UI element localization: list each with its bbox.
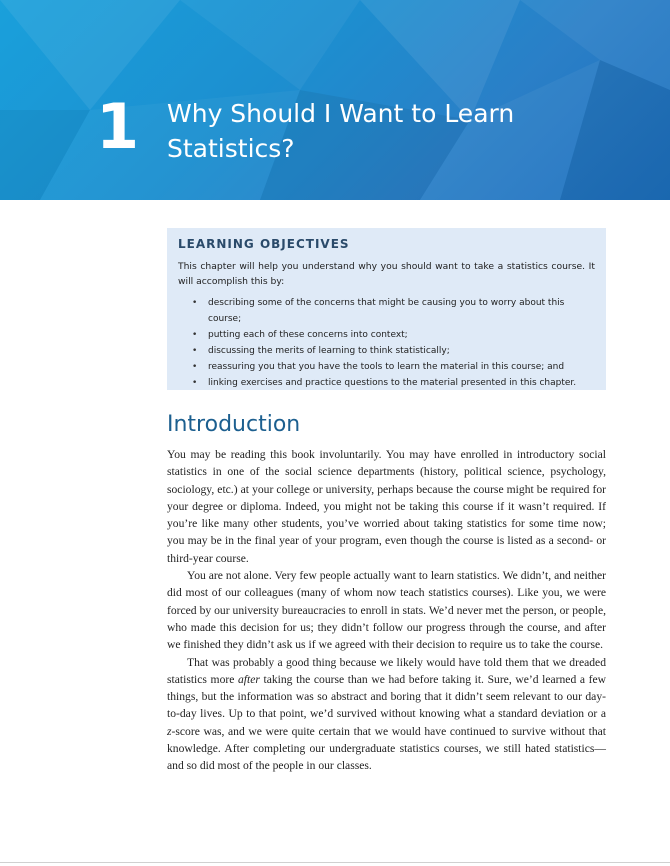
paragraph-1: You may be reading this book involuntarily. You may have enrolled in introductory social statistics in one of the social science departments (history, political science, psychology, sociology, etc.) at your college or university, perhaps because the course might be required for your degree or diploma. Indeed, you might not be taking this course if it wasn’t required. If you’re like many other students, you’ve worried about taking statistics for some time now; you may be in the final year of your program, even though the course is listed as a second- or third-year course.: [167, 448, 606, 565]
paragraph-3-part-a: That was probably a good thing because we likely would have told them that we dreaded statistics more: [167, 655, 606, 686]
objectives-list: [178, 295, 595, 391]
objective-item: • describing some of the concerns that might be causing you to worry about this course;: [178, 295, 595, 327]
chapter-banner: [0, 0, 670, 200]
learning-objectives-box: [167, 228, 606, 390]
introduction-body: [167, 446, 606, 775]
objective-item: • linking exercises and practice questions to the material presented in this chapter.: [178, 375, 595, 391]
chapter-title: Why Should I Want to Learn Statistics?: [167, 99, 515, 163]
page-bottom-rule: [0, 862, 670, 863]
objectives-intro: This chapter will help you understand why you should want to take a statistics course. It will accomplish this by:: [178, 261, 595, 287]
objective-item: • discussing the merits of learning to think statistically;: [178, 343, 595, 359]
paragraph-3-part-b: taking the course than we had before taking it. Sure, we’d learned a few things, but the information was so abstract and boring that it didn’t seem relevant to our day-to-day lives. Up to that point, we’d survived without knowing what a standard deviation or a: [167, 672, 606, 721]
introduction-heading: Introduction: [167, 412, 301, 437]
objectives-heading: LEARNING OBJECTIVES: [178, 237, 350, 251]
chapter-number: 1: [96, 90, 140, 163]
emphasis-z: z: [167, 724, 172, 738]
paragraph-2: You are not alone. Very few people actually want to learn statistics. We didn’t, and neither did most of our colleagues (many of whom now teach statistics courses). Like you, we were forced by our university bureaucracies to enroll in stats. We’d never met the person, or people, who made this decision for us; they didn’t follow our progress through the course, and after we finished they didn’t ask us if we agreed with their decision to require us to take the course.: [167, 569, 606, 652]
objective-item: • reassuring you that you have the tools to learn the material in this course; and: [178, 359, 595, 375]
objective-item: • putting each of these concerns into context;: [178, 327, 595, 343]
paragraph-3-part-c: -score was, and we were quite certain that we would have continued to survive without that knowledge. After completing our undergraduate statistics courses, we still hated statistics—and so did most of the people in our classes.: [167, 724, 606, 773]
emphasis-after: after: [237, 672, 260, 686]
paragraph-3: [167, 654, 606, 775]
